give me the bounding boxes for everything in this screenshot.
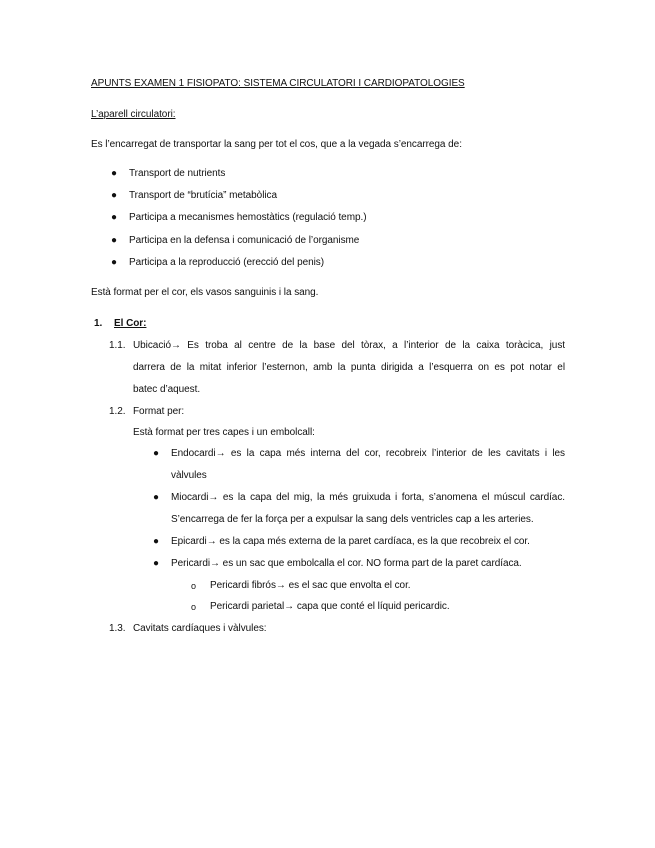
composition-paragraph: Està format per el cor, els vasos sanguinis i la sang. xyxy=(91,287,319,298)
circle-bullet-icon: o xyxy=(191,581,196,591)
subsection-text-line: darrera de la mitat inferior l’esternon, amb la punta dirigida a l’esquerra on es pot notar el xyxy=(133,362,565,373)
section-title: El Cor: xyxy=(114,318,147,329)
layer-item-line: Endocardi→ es la capa més interna del cor, recobreix l’interior de les cavitats i les xyxy=(171,448,565,459)
list-item: Transport de nutrients xyxy=(129,168,226,179)
subsection-number: 1.2. xyxy=(109,406,126,417)
bullet-icon: ● xyxy=(111,212,117,223)
section-number: 1. xyxy=(94,318,103,329)
bullet-icon: ● xyxy=(111,235,117,246)
layer-item-line: Miocardi→ es la capa del mig, la més gruixuda i forta, s’anomena el múscul cardíac. xyxy=(171,492,565,503)
circle-bullet-icon: o xyxy=(191,602,196,612)
bullet-icon: ● xyxy=(111,190,117,201)
layer-item-line: vàlvules xyxy=(171,470,207,481)
list-item: Participa en la defensa i comunicació de l’organisme xyxy=(129,235,360,246)
bullet-icon: ● xyxy=(153,492,159,503)
section-heading: L’aparell circulatori: xyxy=(91,109,176,120)
list-item: Participa a mecanismes hemostàtics (regulació temp.) xyxy=(129,212,367,223)
subsection-title: Format per: xyxy=(133,406,185,417)
bullet-icon: ● xyxy=(111,257,117,268)
document-title: APUNTS EXAMEN 1 FISIOPATO: SISTEMA CIRCULATORI I CARDIOPATOLOGIES xyxy=(91,78,465,89)
list-item: Participa a la reproducció (erecció del penis) xyxy=(129,257,325,268)
bullet-icon: ● xyxy=(111,168,117,179)
layer-item-line: Pericardi→ es un sac que embolcalla el cor. NO forma part de la paret cardíaca. xyxy=(171,558,522,569)
bullet-icon: ● xyxy=(153,558,159,569)
subsection-number: 1.1. xyxy=(109,340,126,351)
bullet-icon: ● xyxy=(153,448,159,459)
pericardi-part: Pericardi parietal→ capa que conté el líquid pericardic. xyxy=(210,601,450,612)
pericardi-part: Pericardi fibrós→ es el sac que envolta el cor. xyxy=(210,580,411,591)
subsection-text-line: batec d’aquest. xyxy=(133,384,201,395)
bullet-icon: ● xyxy=(153,536,159,547)
subsection-intro: Està format per tres capes i un embolcall: xyxy=(133,427,315,438)
subsection-title: Cavitats cardíaques i vàlvules: xyxy=(133,623,267,634)
intro-paragraph: Es l’encarregat de transportar la sang per tot el cos, que a la vegada s’encarrega de: xyxy=(91,139,462,150)
layer-item-line: S’encarrega de fer la força per a expulsar la sang dels ventricles cap a les arteries. xyxy=(171,514,534,525)
list-item: Transport de “brutícia” metabòlica xyxy=(129,190,277,201)
subsection-text-line: Ubicació→ Es troba al centre de la base del tòrax, a l’interior de la caixa toràcica, just xyxy=(133,340,565,351)
subsection-number: 1.3. xyxy=(109,623,126,634)
layer-item-line: Epicardi→ es la capa més externa de la paret cardíaca, es la que recobreix el cor. xyxy=(171,536,530,547)
